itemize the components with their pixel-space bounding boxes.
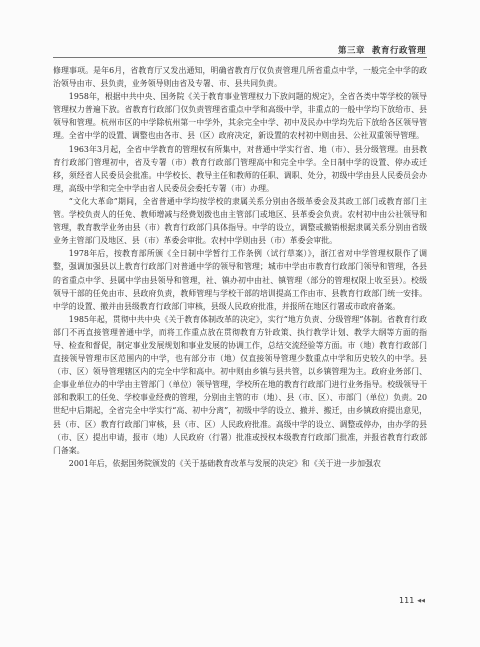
paragraph: “文化大革命”期间，全省普通中学均按学校的隶属关系分别由各级革委会及其政工部门或教育部门主管。学校负责人的任免、教师增减与经费划拨也由主管部门或地区、县革委会负责。农村初中由公社领导和管理，教育教学业务由县（市）教育行政部门具体指导。中学的设立，调整或撤销根据隶属关系分别由省级业务主管部门及地区、县（市）革委会审批。农村中学则由县（市）革委会审批。 [53, 196, 427, 246]
paragraph: 1978年后，按教育部所颁《全日制中学暂行工作条例（试行草案）》，浙江省对中学管理权限作了调整，强调加强县以上教育行政部门对普通中学的领导和管理；城市中学由市教育行政部门领导和管理，各县的省重点中学、县属中学由县领导和管理，社、镇办初中由社、镇管理（部分的管理权限上收至县）。校级领导干部的任免由市、县政府负责，教师管理与学校干部的培训提高工作由市、县教育行政部门统一安排。中学的设置、撤并由县级教育行政部门审核，县级人民政府批准，并报所在地区行署或市政府备案。 [53, 249, 427, 311]
paragraph: 2001年后，依据国务院颁发的《关于基础教育改革与发展的决定》和《关于进一步加强农 [68, 458, 381, 468]
running-header [338, 44, 426, 56]
page-marker-icon: ◀◀ [417, 597, 425, 604]
paragraph: 1958年，根据中共中央、国务院《关于教育事业管理权力下放问题的规定》，全省各类中等学校的领导管理权力普遍下放。省教育行政部门仅负责管理省重点中学和高级中学，非重点的一般中学均下放给市、县领导和管理。杭州市区的中学除杭州第一中学外，其余完全中学、初中及民办中学均先后下放给各区领导管理。全省中学的设置、调整也由各市、县（区）政府决定，新设置的农村初中则由县、公社双重领导管理。 [53, 92, 427, 141]
page-number-text: 111 [399, 596, 415, 605]
page-number [399, 596, 425, 605]
chapter-number: 第三章 [338, 46, 366, 56]
paragraph: 修理事项。是年6月，省教育厅又发出通知，明确省教育厅仅负责管理几所省重点中学，一般完全中学的政治领导由市、县负责，业务领导则由省及专署、市、县共同负责。 [53, 66, 427, 89]
chapter-title: 教育行政管理 [371, 46, 426, 56]
header-divider [53, 57, 427, 58]
paragraph: 1963年3月起，全省中学教育的管理权有所集中，对普通中学实行省、地（市）、县分级管理。由县教育行政部门管理初中，省及专署（市）教育行政部门管理高中和完全中学。全日制中学的设置、停办或迁移，须经省人民委员会批准。中学校长、教导主任和教师的任职、调职、处分，初级中学由县人民委员会办理，高级中学和完全中学由省人民委员会委托专署（市）办理。 [53, 144, 427, 193]
paragraph: 1985年起，贯彻中共中央《关于教育体制改革的决定》，实行“地方负责、分级管理”体制。省教育行政部门不再直接管理普通中学，而将工作重点放在贯彻教育方针政策、执行教学计划、教学大纲等方面的指导、检查和督促，制定事业发展规划和事业发展的协调工作，总结交流经验等方面。市（地）教育行政部门直接领导管理市区范围内的中学，也有部分市（地）仅直接领导管理少数重点中学和历史较久的中学。县（市、区）领导管理辖区内的完全中学和高中。初中则由乡镇与县共管，以乡镇管理为主。政府业务部门、企事业单位办的中学由主管部门（单位）领导管理，学校所在地的教育行政部门进行业务指导。校级领导干部和教职工的任免、学校事业经费的管理，分别由主管的市（地）、县（市、区）、市部门（单位）负责。20世纪中后期起，全省完全中学实行“高、初中分离”，初级中学的设立、撤并、搬迁，由乡镇政府提出意见，县（市、区）教育行政部门审核，县（市、区）人民政府批准。高级中学的设立、调整或停办，由办学的县（市、区）提出申请，报市（地）人民政府（行署）批准或授权本级教育行政部门批准，并报省教育行政部门备案。 [53, 314, 427, 455]
body-text [53, 64, 427, 470]
